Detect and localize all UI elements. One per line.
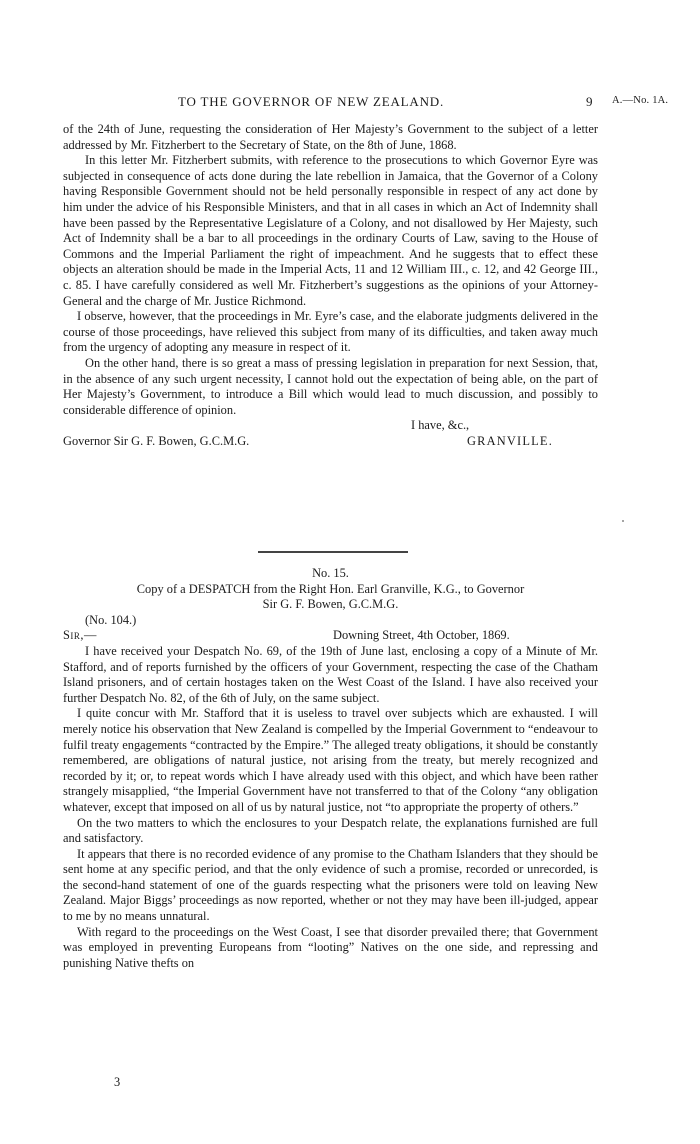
dateline: Downing Street, 4th October, 1869. (333, 628, 510, 643)
letter-paragraph: In this letter Mr. Fitzherbert submits, with reference to the prosecutions to which Governor Eyre was subjected in consequence of acts done during the late rebellion in Jamaica, that the Governor of a Colony having Responsible Government should not be held personally responsible in respect of any act done by him under the advice of his Responsible Ministers, and that in all cases in which an Act of Indemnity shall have been passed by the Representative Legislature of a Colony, and not disallowed by Her Majesty, such Act of Indemnity shall be a bar to all proceedings in the ordinary Courts of Law, saving to the House of Commons and the Imperial Parliament the right of impeachment. And he suggests that to effect these objects an alteration should be made in the Imperial Acts, 11 and 12 William III., c. 12, and 42 George III., c. 85. I have carefully considered as well Mr. Fitzherbert’s suggestions as the opinions of your Attorney-General and the charge of Mr. Justice Richmond. (63, 153, 598, 308)
document-reference: A.—No. 1A. (612, 95, 669, 106)
despatch-heading-continued: Sir G. F. Bowen, G.C.M.G. (262, 597, 399, 612)
closing-row (63, 418, 598, 434)
letter-paragraph: I observe, however, that the proceedings in Mr. Eyre’s case, and the elaborate judgments delivered in the course of those proceedings, have relieved this subject from many of its difficulties, and taken away much from the urgency of adopting any measure in respect of it. (63, 309, 598, 355)
section-divider (258, 551, 408, 553)
addressee: Governor Sir G. F. Bowen, G.C.M.G. (63, 433, 250, 448)
signature: GRANVILLE. (467, 433, 553, 448)
despatch-reference-number: (No. 104.) (85, 612, 137, 627)
despatch-paragraph: It appears that there is no recorded evidence of any promise to the Chatham Islanders that they should be sent home at any specific period, and that the only evidence of such a promise, recorded or unrecorded, is the second-hand statement of one of the guards respecting what the prisoners were told on leaving New Zealand. Major Biggs’ proceedings as now reported, whether or not they may have been ill-judged, appear to me by no means unnatural. (63, 846, 598, 924)
page-number: 9 (586, 94, 594, 109)
letter-paragraph: On the other hand, there is so great a mass of pressing legislation in preparation for next Session, that, in the absence of any such urgent necessity, I cannot hold out the expectation of being able, on the part of Her Majesty’s Government, to introduce a Bill which would lead to much discussion, and possibly to considerable difference of opinion. (63, 355, 598, 417)
closing-formula: I have, &c., (411, 418, 470, 433)
running-header (0, 94, 700, 114)
letter-section (63, 122, 598, 449)
header-title: TO THE GOVERNOR OF NEW ZEALAND. (178, 94, 445, 109)
printer-signature-mark: 3 (114, 1075, 121, 1089)
despatch-number: No. 15. (312, 566, 349, 580)
addressee-row (63, 434, 598, 450)
paper-speck (622, 520, 624, 522)
despatch-paragraph: I have received your Despatch No. 69, of the 19th of June last, enclosing a copy of a Minute of Mr. Stafford, and of reports furnished by the officers of your Government, respecting the case of the Chatham Island prisoners, and of certain hostages taken on the West Coast of the Island. I have also received your further Despatch No. 82, of the 6th of July, on the same subject. (63, 643, 598, 705)
despatch-heading: Copy of a DESPATCH from the Right Hon. Earl Granville, K.G., to Governor (136, 581, 525, 596)
despatch-paragraph: On the two matters to which the enclosures to your Despatch relate, the explanations furnished are full and satisfactory. (63, 815, 598, 846)
reference-row (63, 613, 598, 629)
salutation: Sir,— (63, 628, 97, 643)
salutation-row (63, 628, 598, 644)
despatch-section (63, 566, 598, 971)
despatch-paragraph: With regard to the proceedings on the West Coast, I see that disorder prevailed there; that Government was employed in preventing Europeans from “looting” Natives on the one side, and repressing and punishing Native thefts on (63, 924, 598, 970)
despatch-paragraph: I quite concur with Mr. Stafford that it is useless to travel over subjects which are exhausted. I will merely notice his observation that New Zealand is compelled by the Imperial Government to “endeavour to fulfil treaty engagements “contracted by the Empire.” The alleged treaty obligations, it should be constantly remembered, are obligations of natural justice, not arising from the treaty, but merely recognized and recorded by it; or, to repeat words which I have already used with this object, and which have been rather strangely misapplied, “the Imperial Government have not transferred to that of the Colony “any obligation whatever, except that imposed on all of us by natural justice, not “to appropriate the property of others.” (63, 706, 598, 814)
letter-paragraph: of the 24th of June, requesting the consideration of Her Majesty’s Government to the subject of a letter addressed by Mr. Fitzherbert to the Secretary of State, on the 8th of June, 1868. (63, 122, 598, 152)
